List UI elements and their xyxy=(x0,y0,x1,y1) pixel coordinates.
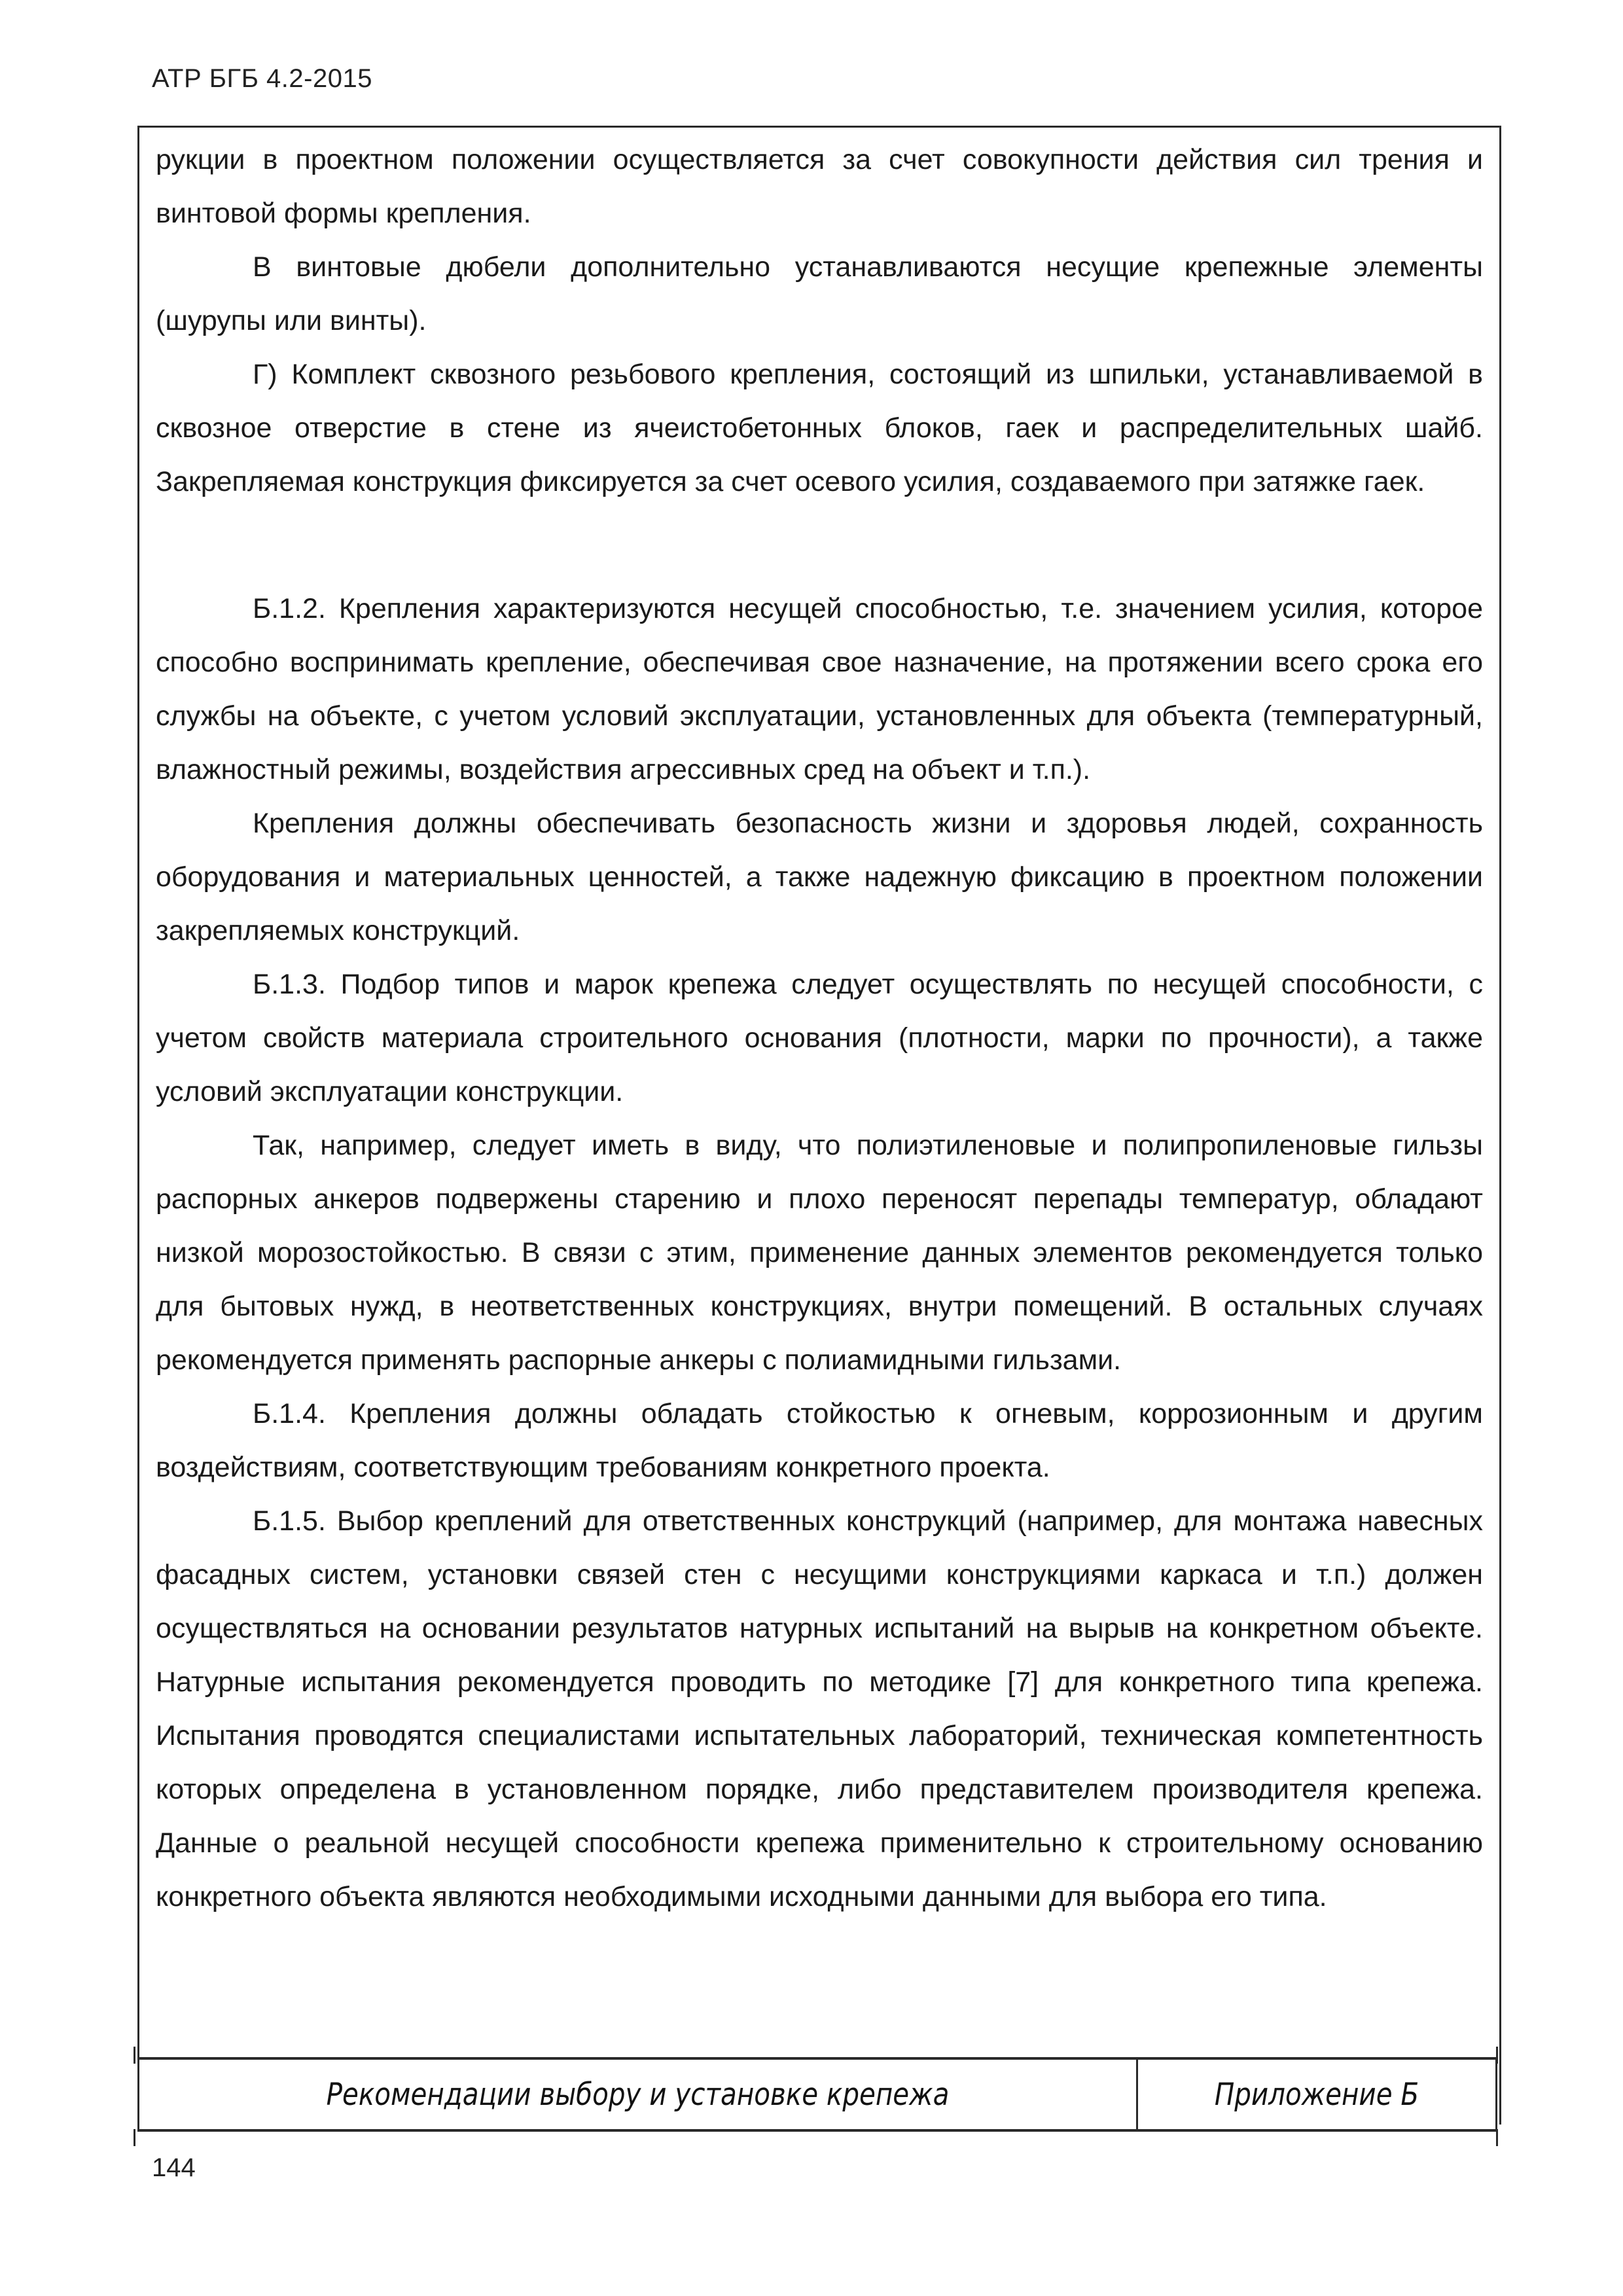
paragraph-5: Крепления должны обеспечивать безопасность жизни и здоровья людей, сохранность оборудования и материальных ценностей, а также надежную фиксацию в проектном положении закрепляемых конструкций. xyxy=(156,808,1483,946)
paragraph-8: Б.1.4. Крепления должны обладать стойкостью к огневым, коррозионным и другим воздействиям, соответствующим требованиям конкретного проекта. xyxy=(156,1398,1483,1483)
body-text xyxy=(156,133,1483,1924)
paragraph-4: Б.1.2. Крепления характеризуются несущей способностью, т.е. значением усилия, которое способно воспринимать крепление, обеспечивая свое назначение, на протяжении всего срока его службы на объекте, с учетом условий эксплуатации, установленных для объекта (температурный, влажностный режимы, воздействия агрессивных сред на объект и т.п.). xyxy=(156,593,1483,785)
paragraph-2: В винтовые дюбели дополнительно устанавливаются несущие крепежные элементы (шурупы или винты). xyxy=(156,251,1483,336)
frame-tick xyxy=(1496,2047,1498,2064)
stamp-divider xyxy=(1136,2060,1138,2129)
paragraph-3: Г) Комплект сквозного резьбового крепления, состоящий из шпильки, устанавливаемой в сквозное отверстие в стене из ячеистобетонных блоков, гаек и распределительных шайб. Закрепляемая конструкция фиксируется за счет осевого усилия, создаваемого при затяжке гаек. xyxy=(156,359,1483,497)
stamp-title: Рекомендации выбору и установке крепежа xyxy=(326,2076,950,2113)
footer-stamp xyxy=(137,2057,1497,2132)
document-code: АТР БГБ 4.2-2015 xyxy=(152,64,372,93)
paragraph-gap xyxy=(156,509,1483,582)
frame-tick xyxy=(1496,2129,1498,2146)
paragraph-9: Б.1.5. Выбор креплений для ответственных конструкций (например, для монтажа навесных фасадных систем, установки связей стен с несущими конструкциями каркаса и т.п.) должен осуществляться на основании результатов натурных испытаний на вырыв на конкретном объекте. Натурные испытания рекомендуется проводить по методике [7] для конкретного типа крепежа. Испытания проводятся специалистами испытательных лабораторий, техническая компетентность которых определена в установленном порядке, либо представителем производителя крепежа. Данные о реальной несущей способности крепежа применительно к строительному основанию конкретного объекта являются необходимыми исходными данными для выбора его типа. xyxy=(156,1505,1483,1912)
frame-tick xyxy=(134,2129,135,2146)
frame-tick xyxy=(134,2047,135,2064)
paragraph-6: Б.1.3. Подбор типов и марок крепежа следует осуществлять по несущей способности, с учетом свойств материала строительного основания (плотности, марки по прочности), а также условий эксплуатации конструкции. xyxy=(156,969,1483,1107)
paragraph-1: рукции в проектном положении осуществляется за счет совокупности действия сил трения и винтовой формы крепления. xyxy=(156,144,1483,229)
stamp-appendix-label: Приложение Б xyxy=(1214,2076,1419,2113)
page-number: 144 xyxy=(152,2153,196,2182)
paragraph-7: Так, например, следует иметь в виду, что полиэтиленовые и полипропиленовые гильзы распорных анкеров подвержены старению и плохо переносят перепады температур, обладают низкой морозостойкостью. В связи с этим, применение данных элементов рекомендуется только для бытовых нужд, в неответственных конструкциях, внутри помещений. В остальных случаях рекомендуется применять распорные анкеры с полиамидными гильзами. xyxy=(156,1130,1483,1376)
